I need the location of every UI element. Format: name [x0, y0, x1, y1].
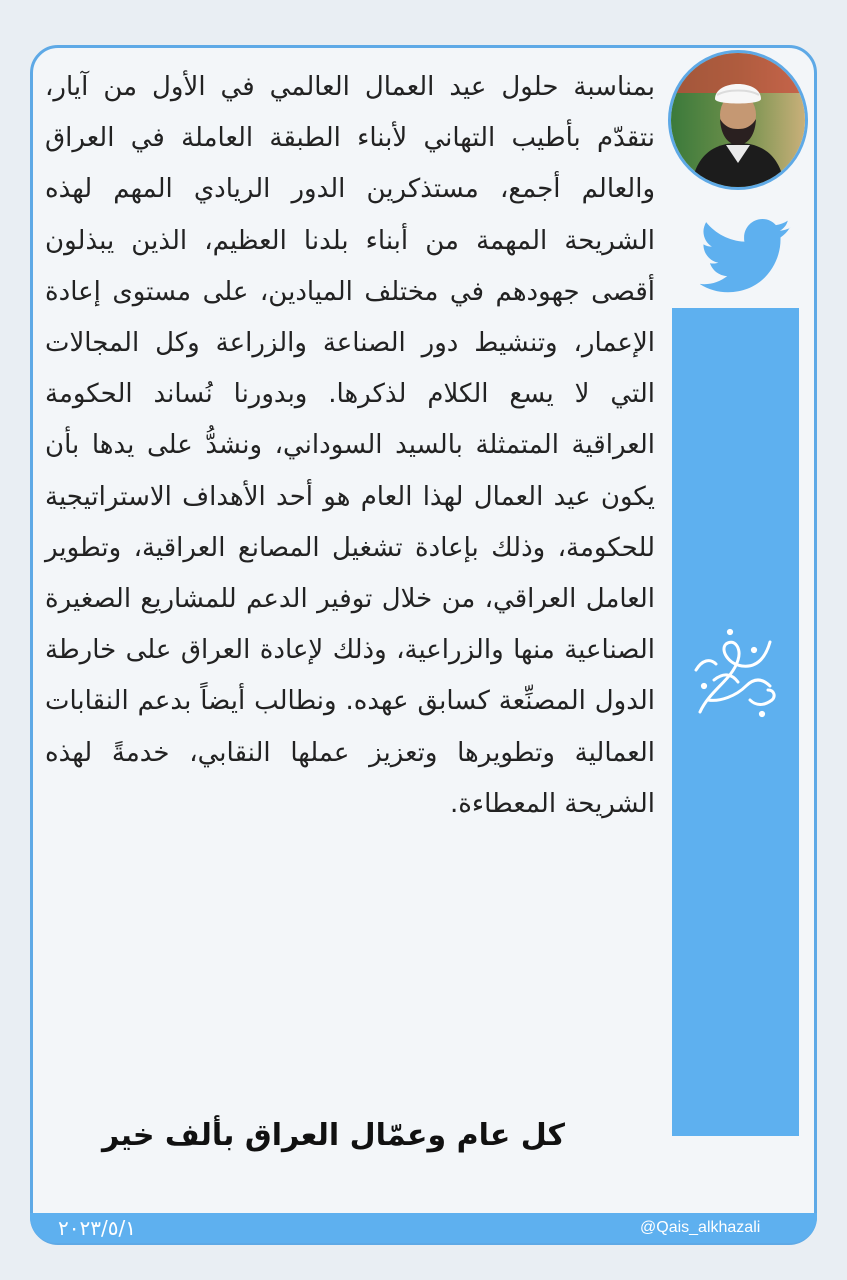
account-handle[interactable]: @Qais_alkhazali	[640, 1219, 761, 1236]
post-body-text: بمناسبة حلول عيد العمال العالمي في الأول من آيار، نتقدّم بأطيب التهاني لأبناء الطبقة العاملة في العراق والعالم أجمع، مستذكرين الدور الريادي المهم لهذه الشريحة المهمة من أبناء بلدنا العظيم، الذين يبذلون أقصى جهودهم في مختلف الميادين، على مستوى إعادة الإعمار، وتنشيط دور الصناعة والزراعة وكل المجالات التي لا يسع الكلام لذكرها. وبدورنا نُساند الحكومة العراقية المتمثلة بالسيد السوداني، ونشدُّ على يدها بأن يكون عيد العمال لهذا العام هو أحد الأهداف الاستراتيجية للحكومة، وذلك بإعادة تشغيل المصانع العراقية، وتطوير العامل العراقي، من خلال توفير الدعم للمشاريع الصغيرة الصناعية منها والزراعية، وذلك لإعادة العراق على خارطة الدول المصنِّعة كسابق عهده. ونطالب أيضاً بدعم النقابات العمالية وتطويرها وتعزيز عملها النقابي، خدمةً لهذه الشريحة المعطاءة.	[45, 72, 655, 819]
avatar[interactable]	[668, 50, 808, 190]
avatar-image	[671, 53, 805, 187]
twitter-bird-icon	[700, 218, 792, 296]
signature-calligraphy	[680, 620, 790, 730]
closing-line: كل عام وعمّال العراق بألف خير	[101, 1118, 565, 1153]
post-date: ٢٠٢٣/٥/١	[58, 1216, 136, 1240]
